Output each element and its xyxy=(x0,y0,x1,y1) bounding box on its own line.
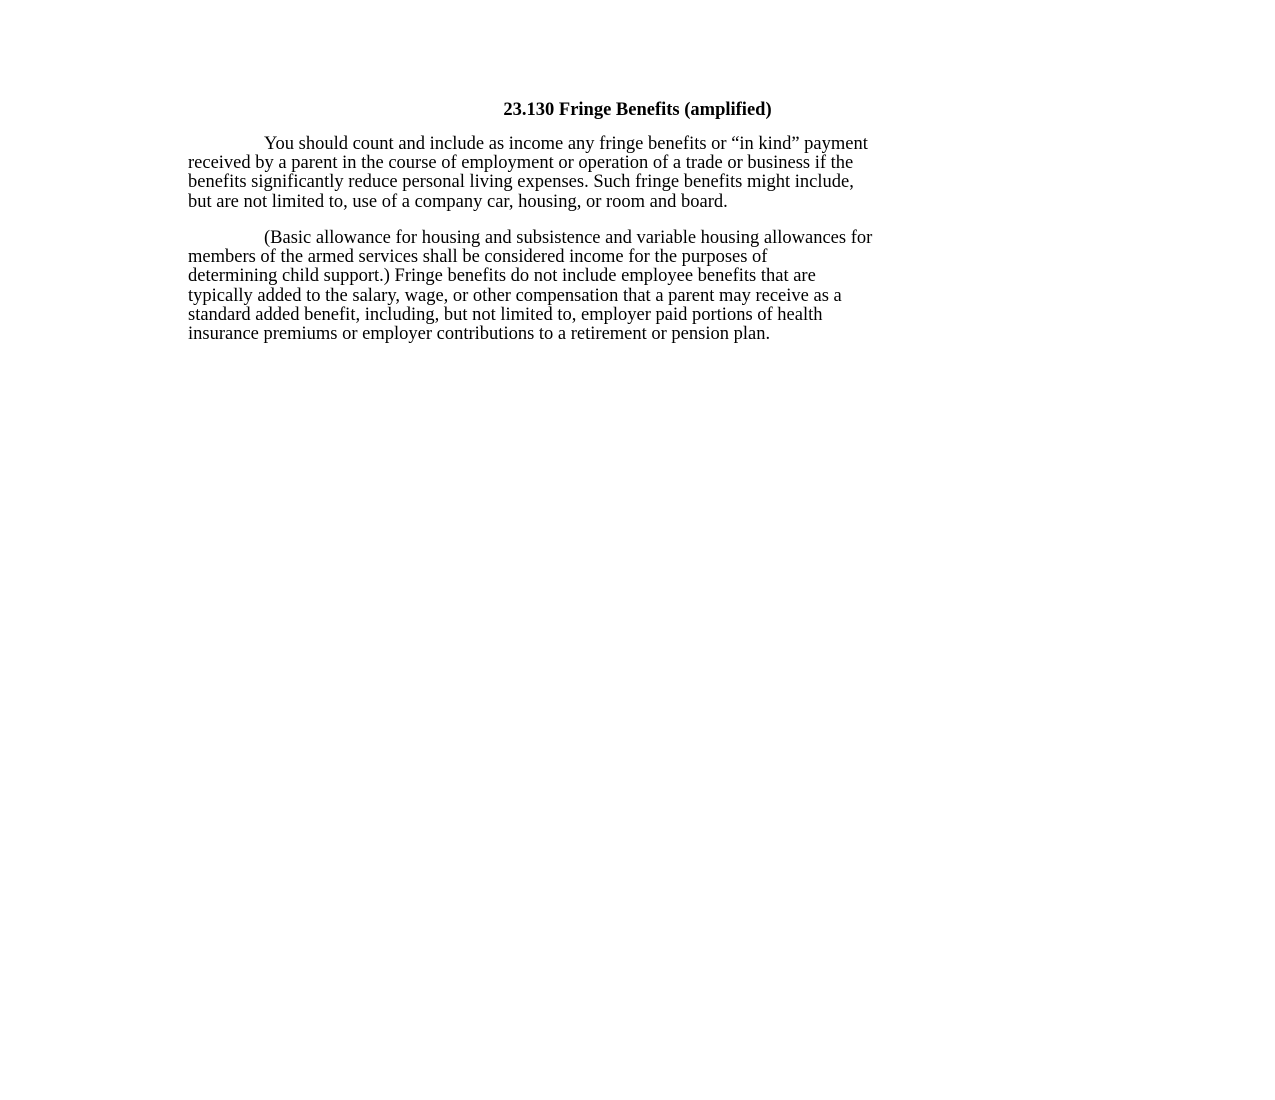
paragraph-line: benefits significantly reduce personal living expenses. Such fringe benefits might include, xyxy=(188,172,854,193)
paragraph-line: members of the armed services shall be considered income for the purposes of xyxy=(188,247,768,268)
paragraph-line: but are not limited to, use of a company car, housing, or room and board. xyxy=(188,191,728,212)
paragraph-fringe-benefits-income xyxy=(188,135,1088,212)
paragraph-line: (Basic allowance for housing and subsistence and variable housing allowances for xyxy=(264,228,873,248)
paragraph-armed-services-exclusions xyxy=(188,229,1088,344)
paragraph-line: You should count and include as income any fringe benefits or “in kind” payment xyxy=(264,134,868,154)
paragraph-line: typically added to the salary, wage, or other compensation that a parent may receive as a xyxy=(188,285,842,306)
paragraph-line: insurance premiums or employer contributions to a retirement or pension plan. xyxy=(188,324,771,345)
paragraph-line: standard added benefit, including, but not limited to, employer paid portions of health xyxy=(188,304,823,325)
section-title: 23.130 Fringe Benefits (amplified) xyxy=(503,100,772,120)
paragraph-line: determining child support.) Fringe benefits do not include employee benefits that are xyxy=(188,266,816,287)
paragraph-line: received by a parent in the course of employment or operation of a trade or business if the xyxy=(188,153,854,174)
